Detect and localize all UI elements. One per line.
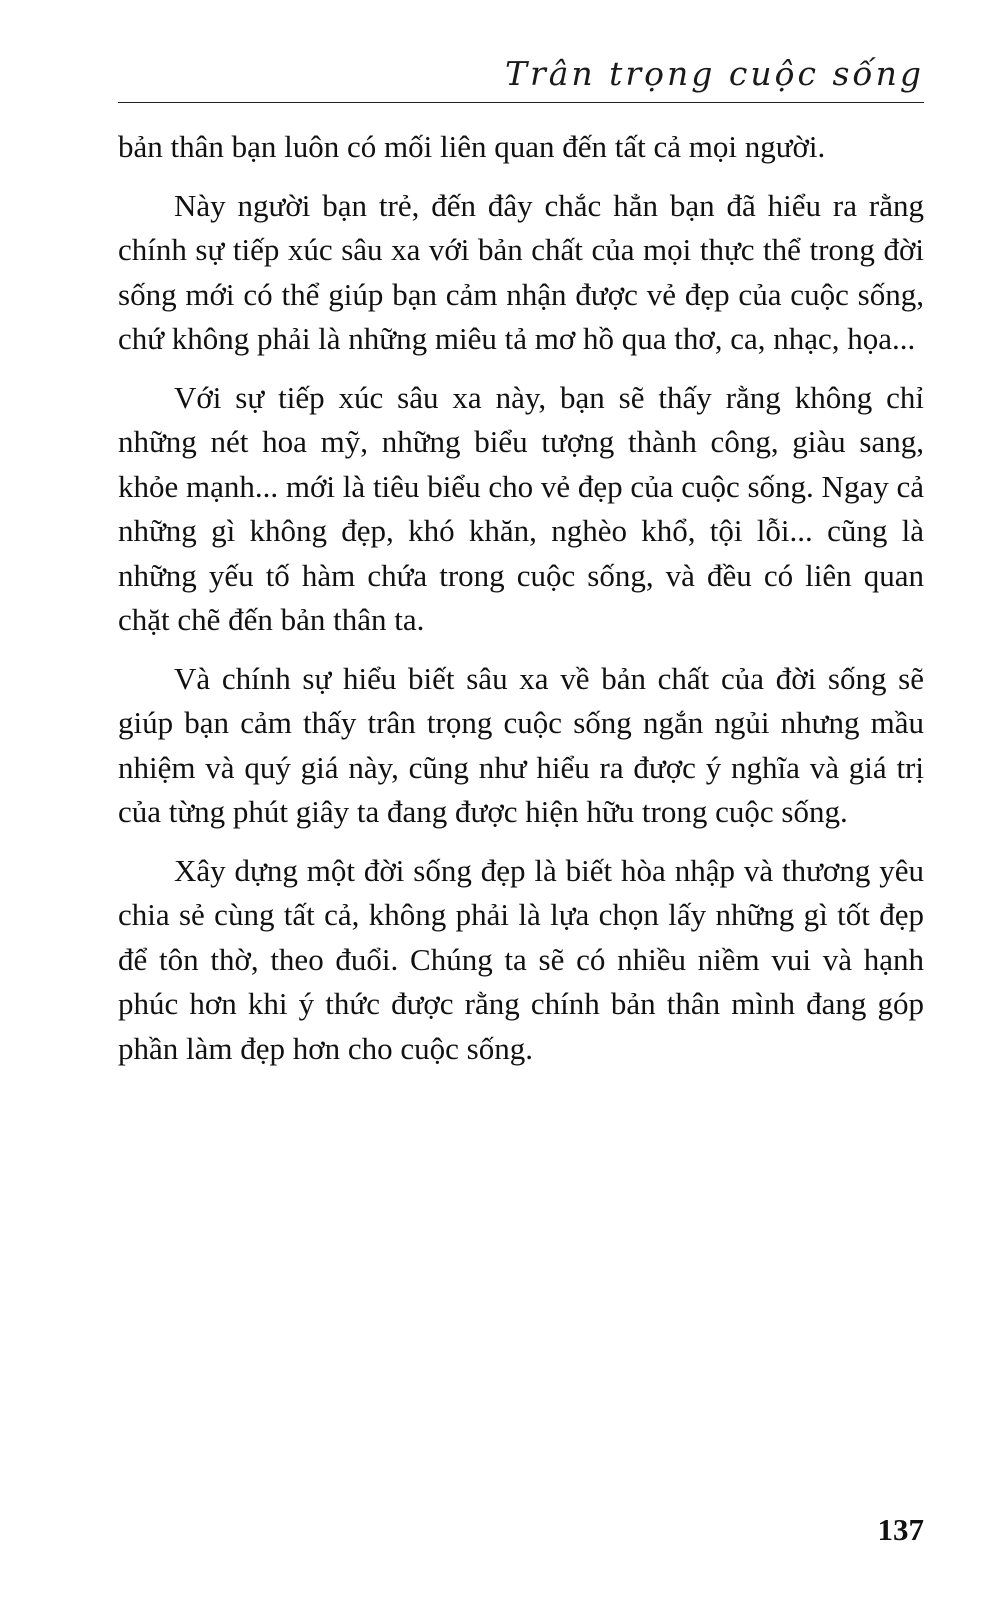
paragraph: Với sự tiếp xúc sâu xa này, bạn sẽ thấy rằng không chỉ những nét hoa mỹ, những biểu tượng thành công, giàu sang, khỏe mạnh... mới là tiêu biểu cho vẻ đẹp của cuộc sống. Ngay cả những gì không đẹp, khó khăn, nghèo khổ, tội lỗi... cũng là những yếu tố hàm chứa trong cuộc sống, và đều có liên quan chặt chẽ đến bản thân ta.	[118, 379, 924, 637]
paragraph-continued: bản thân bạn luôn có mối liên quan đến tất cả mọi người.	[118, 129, 826, 164]
paragraph: Này người bạn trẻ, đến đây chắc hẳn bạn đã hiểu ra rằng chính sự tiếp xúc sâu xa với bản chất của mọi thực thể trong đời sống mới có thể giúp bạn cảm nhận được vẻ đẹp của cuộc sống, chứ không phải là những miêu tả mơ hồ qua thơ, ca, nhạc, họa...	[118, 187, 924, 356]
paragraph: Xây dựng một đời sống đẹp là biết hòa nhập và thương yêu chia sẻ cùng tất cả, không phải là lựa chọn lấy những gì tốt đẹp để tôn thờ, theo đuổi. Chúng ta sẽ có nhiều niềm vui và hạnh phúc hơn khi ý thức được rằng chính bản thân mình đang góp phần làm đẹp hơn cho cuộc sống.	[118, 852, 924, 1066]
body-text	[118, 125, 924, 1085]
page-number: 137	[877, 1512, 924, 1547]
paragraph: Và chính sự hiểu biết sâu xa về bản chất của đời sống sẽ giúp bạn cảm thấy trân trọng cuộc sống ngắn ngủi nhưng mầu nhiệm và quý giá này, cũng như hiểu ra được ý nghĩa và giá trị của từng phút giây ta đang được hiện hữu trong cuộc sống.	[118, 660, 924, 829]
header-divider	[118, 102, 924, 103]
running-header-title: Trân trọng cuộc sống	[504, 54, 924, 93]
